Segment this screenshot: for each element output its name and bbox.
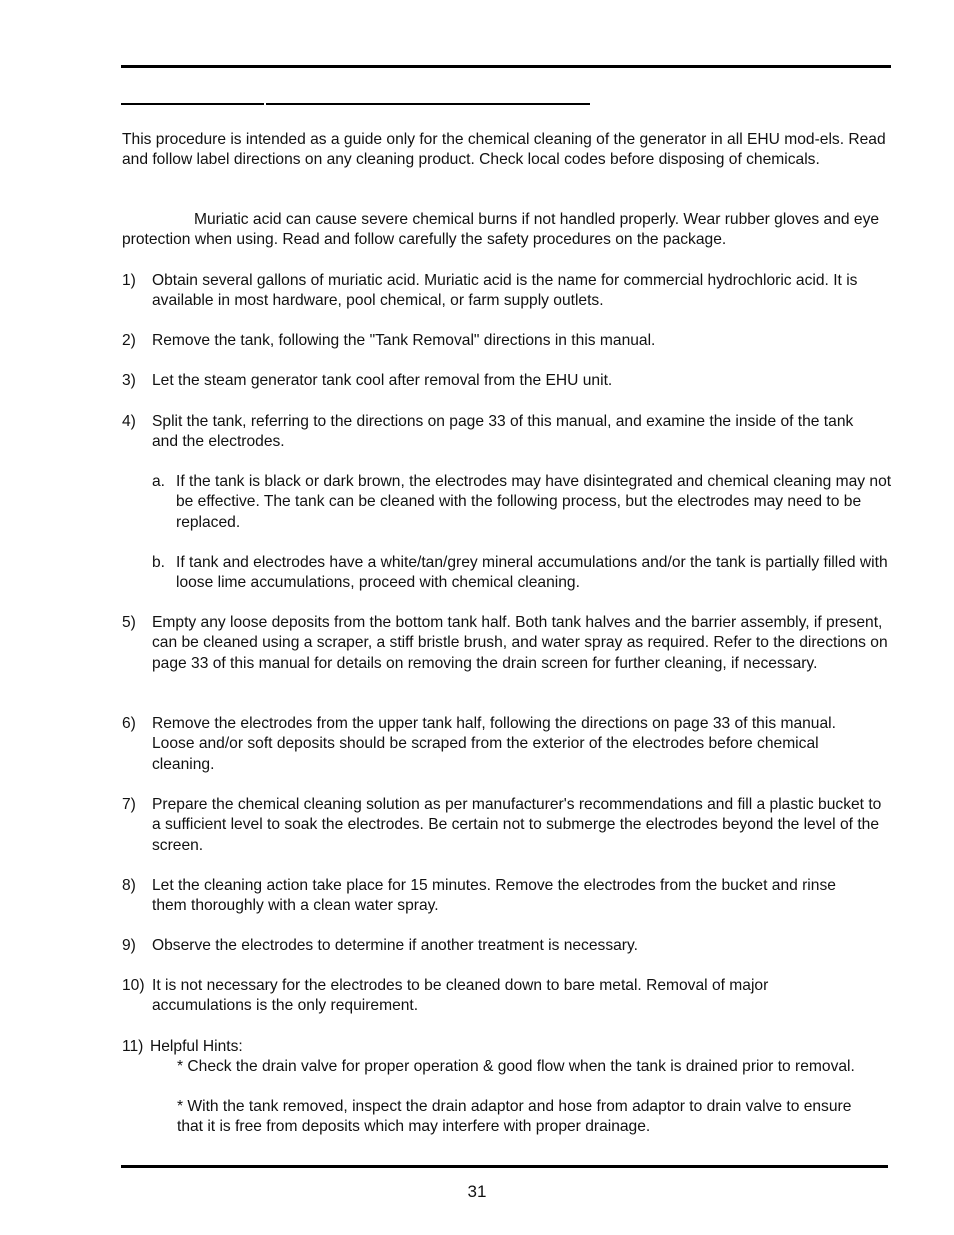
step-number: 8): [122, 877, 136, 894]
step-number: 11): [122, 1038, 144, 1055]
page-number: 31: [467, 1182, 487, 1201]
substep-letter: b.: [152, 554, 166, 571]
step-text: Prepare the chemical cleaning solution as per manufacturer's recommendations and fill a plastic bucket to a sufficient level to soak the electrodes. Be certain not to submerge the electrodes beyond the level of the screen.: [152, 796, 882, 854]
step-text: Obtain several gallons of muriatic acid. Muriatic acid is the name for commercial hydrochloric acid. It is available in most hardware, pool chemical, or farm supply outlets.: [152, 272, 858, 310]
step-text: Let the steam generator tank cool after removal from the EHU unit.: [152, 372, 613, 389]
step-text: Empty any loose deposits from the bottom tank half. Both tank halves and the barrier assembly, if present, can be cleaned using a scraper, a stiff bristle brush, and water spray as required. Refer to the directions on page 33 of this manual for details on removing the drain screen for further cleaning, if necessary.: [152, 614, 888, 672]
substep-text: If the tank is black or dark brown, the electrodes may have disintegrated and chemical cleaning may not be effective. The tank can be cleaned with the following process, but the electrodes may need to be replaced.: [176, 473, 892, 531]
step-text: Split the tank, referring to the directions on page 33 of this manual, and examine the inside of the tank and the electrodes.: [152, 413, 854, 451]
step-number: 4): [122, 413, 136, 430]
step-text: Remove the tank, following the "Tank Removal" directions in this manual.: [152, 332, 656, 349]
step-number: 9): [122, 937, 136, 954]
helpful-hint: * Check the drain valve for proper operation & good flow when the tank is drained prior to removal.: [177, 1058, 855, 1075]
step-number: 3): [122, 372, 136, 389]
step-text: Helpful Hints:: [150, 1038, 243, 1055]
step-text: It is not necessary for the electrodes to be cleaned down to bare metal. Removal of major accumulations is the only requirement.: [152, 977, 769, 1015]
step-text: Remove the electrodes from the upper tank half, following the directions on page 33 of this manual. Loose and/or soft deposits should be scraped from the exterior of the electrodes before chemical cleaning.: [152, 715, 836, 773]
step-text: Let the cleaning action take place for 15 minutes. Remove the electrodes from the bucket and rinse them thoroughly with a clean water spray.: [152, 877, 836, 915]
bottom-rule: [121, 1165, 888, 1168]
step-number: 6): [122, 715, 136, 732]
step-number: 5): [122, 614, 136, 631]
step-text: Observe the electrodes to determine if another treatment is necessary.: [152, 937, 638, 954]
top-rule: [121, 65, 891, 68]
step-number: 10): [122, 977, 145, 994]
step-number: 7): [122, 796, 136, 813]
substep-letter: a.: [152, 473, 166, 490]
intro-paragraph: This procedure is intended as a guide only for the chemical cleaning of the generator in all EHU mod-els. Read and follow label directions on any cleaning product. Check local codes before disposing of chemicals.: [122, 131, 886, 169]
heading-rule-right: [266, 103, 590, 105]
helpful-hint: * With the tank removed, inspect the drain adaptor and hose from adaptor to drain valve to ensure that it is free from deposits which may interfere with proper drainage.: [177, 1098, 852, 1136]
substep-text: If tank and electrodes have a white/tan/grey mineral accumulations and/or the tank is partially filled with loose lime accumulations, proceed with chemical cleaning.: [176, 554, 888, 592]
caution-paragraph: Muriatic acid can cause severe chemical burns if not handled properly. Wear rubber gloves and eye protection when using. Read and follow carefully the safety procedures on the package.: [122, 211, 880, 249]
step-number: 1): [122, 272, 136, 289]
heading-rule-left: [121, 103, 264, 105]
step-number: 2): [122, 332, 136, 349]
